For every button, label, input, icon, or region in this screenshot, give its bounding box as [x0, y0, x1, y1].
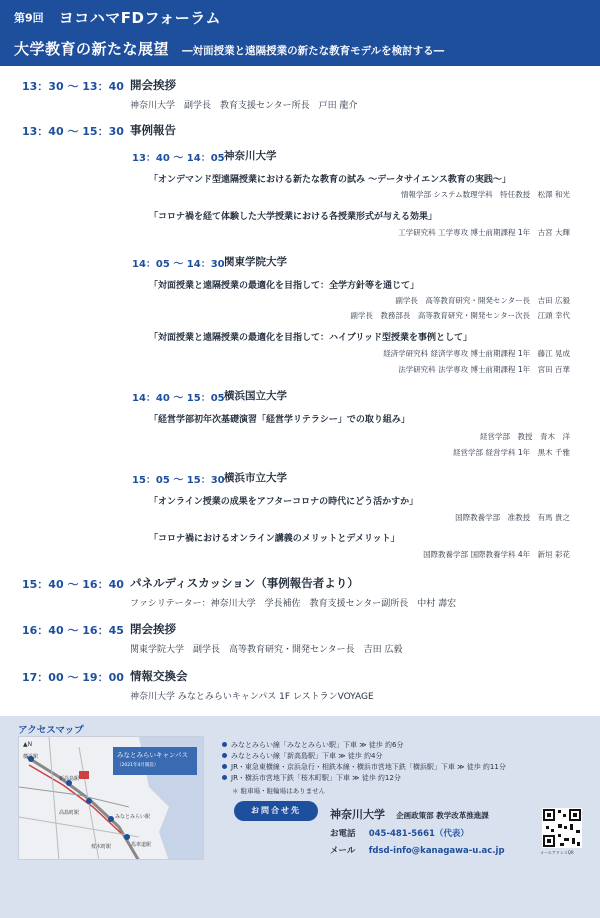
reception-time: 17：00 ～ 19：00: [22, 671, 124, 684]
bullet-icon: [222, 775, 227, 780]
edition-label: 第9回: [14, 11, 44, 25]
speaker: 副学長 教務部長 高等教育研究・開発センター次長 江頭 幸代: [350, 311, 570, 320]
speaker: 工学研究科 工学専攻 博士前期課程 1年 古宮 大輝: [398, 228, 570, 237]
route-list: [222, 740, 506, 795]
route-item: [222, 773, 506, 784]
campus-sub: （2021年4月開設）: [117, 763, 159, 768]
email-address[interactable]: fdsd-info@kanagawa-u.ac.jp: [368, 846, 505, 856]
closing-title: 閉会挨拶: [130, 622, 176, 636]
session-university: 神奈川大学: [224, 150, 277, 162]
opening-time: 13：30 ～ 13：40: [22, 80, 124, 93]
talk-title: 「コロナ禍を経て体験した大学授業における各授業形式が与える効果」: [149, 212, 438, 222]
contact-email-row: [330, 844, 505, 856]
speaker: 副学長 高等教育研究・開発センター長 吉田 広毅: [395, 296, 570, 305]
speaker: 情報学部 システム数理学科 特任教授 松澤 和光: [400, 190, 570, 199]
campus-marker: [113, 747, 197, 775]
contact-org: [330, 803, 489, 822]
reception-detail: 神奈川大学 みなとみらいキャンパス 1F レストランVOYAGE: [130, 692, 374, 702]
talk-title: 「経営学部初年次基礎演習「経営学リテラシー」での取り組み」: [149, 415, 410, 425]
talk-title: 「対面授業と遠隔授業の最適化を目指して：ハイブリッド型授業を事例として」: [149, 333, 473, 343]
phone-label: お電話: [330, 829, 356, 839]
route-text: みなとみらい線「みなとみらい駅」下車 ≫ 徒歩 約6分: [231, 741, 404, 749]
speaker: 国際教養学部 国際教養学科 4年 新垣 彩花: [423, 550, 570, 559]
email-label: メール: [330, 846, 356, 856]
access-map-title: アクセスマップ: [18, 725, 84, 736]
qr-code-icon[interactable]: [542, 808, 582, 848]
speaker: 経営学部 教授 青木 洋: [480, 432, 570, 441]
session-time: 13：40 ～ 14：05: [132, 153, 225, 164]
contact-phone-row: [330, 827, 469, 839]
reception-title: 情報交換会: [130, 669, 188, 683]
phone-number[interactable]: 045-481-5661（代表）: [368, 829, 469, 839]
session-time: 15：05 ～ 15：30: [132, 475, 225, 486]
panel-title: パネルディスカッション（事例報告者より）: [130, 576, 359, 590]
speaker: 法学研究科 法学専攻 博士前期課程 1年 宮田 百華: [398, 365, 570, 374]
case-reports-time: 13：40 ～ 15：30: [22, 125, 124, 138]
talk-title: 「オンライン授業の成果をアフターコロナの時代にどう活かすか」: [149, 497, 419, 507]
opening-title: 開会挨拶: [130, 78, 176, 92]
speaker: 国際教養学部 准教授 有馬 貴之: [455, 513, 570, 522]
program: [0, 66, 600, 716]
panel-time: 15：40 ～ 16：40: [22, 578, 124, 591]
session-university: 横浜市立大学: [224, 472, 287, 484]
talk-title: 「コロナ禍におけるオンライン講義のメリットとデメリット」: [149, 534, 400, 544]
header-banner: [0, 0, 600, 66]
session-university: 関東学院大学: [224, 256, 287, 268]
bullet-icon: [222, 753, 227, 758]
header-title-row: [14, 7, 221, 28]
speaker: 経済学研究科 経済学専攻 博士前期課程 1年 藤江 晃成: [383, 349, 570, 358]
route-item: [222, 762, 506, 773]
bullet-icon: [222, 742, 227, 747]
talk-title: 「オンデマンド型遠隔授業における新たな教育の試み ～データサイエンス教育の実践～」: [149, 175, 511, 185]
route-item: [222, 740, 506, 751]
route-text: JR・東急東横線・京浜急行・相鉄本線・横浜市営地下鉄「横浜駅」下車 ≫ 徒歩 約11分: [231, 763, 506, 771]
opening-detail: 神奈川大学 副学長 教育支援センター所長 戸田 龍介: [130, 101, 358, 111]
route-item: [222, 751, 506, 762]
header-theme-row: [14, 38, 444, 59]
session-time: 14：05 ～ 14：30: [132, 259, 225, 270]
session-time: 14：40 ～ 15：05: [132, 393, 225, 404]
closing-detail: 関東学院大学 副学長 高等教育研究・開発センター長 吉田 広毅: [130, 645, 403, 655]
map-label: 横浜駅: [23, 754, 39, 760]
session-university: 横浜国立大学: [224, 390, 287, 402]
north-arrow-icon: ▲N: [23, 741, 33, 748]
access-map: [18, 736, 204, 860]
qr-label: メールアドレスQR: [540, 850, 574, 855]
contact-department: 企画政策部 教学改革推進課: [396, 811, 489, 820]
forum-theme: 大学教育の新たな展望: [14, 40, 170, 58]
map-label: みなとみらい駅: [115, 814, 151, 820]
contact-university: 神奈川大学: [330, 808, 385, 821]
campus-label: みなとみらいキャンパス: [117, 751, 189, 759]
closing-time: 16：40 ～ 16：45: [22, 624, 124, 637]
bullet-icon: [222, 764, 227, 769]
talk-title: 「対面授業と遠隔授業の最適化を目指して：全学方針等を通じて」: [149, 281, 420, 291]
speaker: 経営学部 経営学科 1年 黒木 千雅: [453, 448, 570, 457]
contact-button[interactable]: お問合せ先: [234, 801, 318, 821]
access-section: [0, 716, 600, 918]
route-text: みなとみらい線「新高島駅」下車 ≫ 徒歩 約4分: [231, 752, 383, 760]
map-label: 高島町駅: [59, 810, 80, 816]
panel-detail: ファシリテーター：神奈川大学 学長補佐 教育支援センター副所長 中村 壽宏: [130, 599, 457, 609]
map-label: 新高島駅: [59, 776, 80, 782]
map-label: 馬車道駅: [131, 842, 152, 848]
parking-note: ＊ 駐車場・駐輪場はありません: [232, 787, 326, 795]
forum-name: ヨコハマFDフォーラム: [58, 9, 222, 27]
forum-subtitle: ―対面授業と遠隔授業の新たな教育モデルを検討する―: [182, 45, 445, 57]
route-text: JR・横浜市営地下鉄「桜木町駅」下車 ≫ 徒歩 約12分: [231, 774, 401, 782]
case-reports-title: 事例報告: [130, 123, 176, 137]
map-label: 桜木町駅: [91, 844, 112, 850]
